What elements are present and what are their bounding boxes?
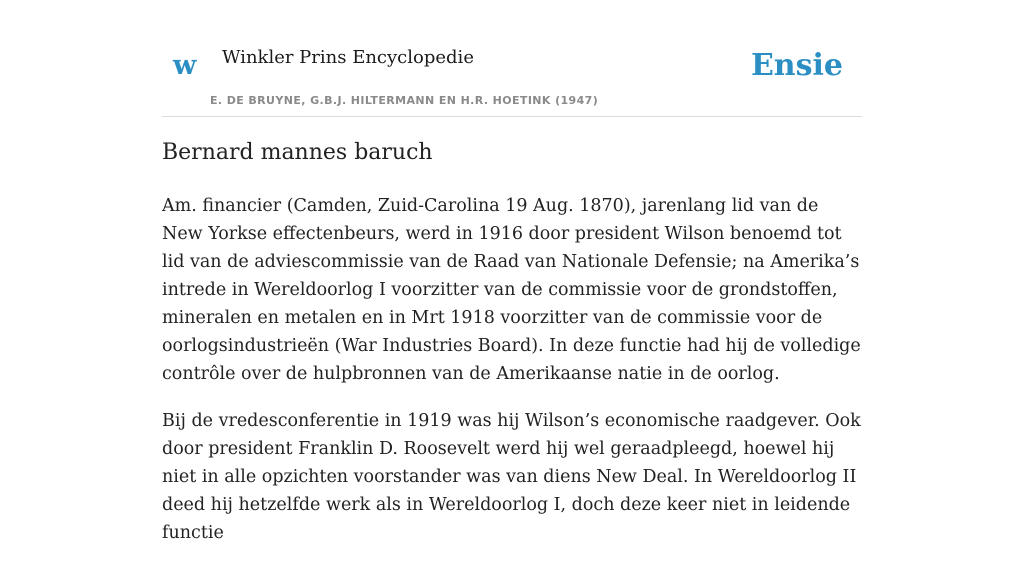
source-logo[interactable]: w bbox=[173, 50, 197, 81]
body-paragraph: Am. financier (Camden, Zuid-Carolina 19 Aug. 1870), jarenlang lid van de New Yorkse effectenbeurs, werd in 1916 door president Wilson benoemd tot lid van de adviescommissie van de Raad van Nationale Defensie; na Amerika’s intrede in Wereldoorlog I voorzitter van de commissie voor de grondstoffen, mineralen en metalen en in Mrt 1918 voorzitter van de commissie voor de oorlogsindustrieën (War Industries Board). In deze functie had hij de volledige contrôle over de hulpbronnen van de Amerikaanse natie in de oorlog. bbox=[162, 196, 861, 384]
ensie-logo-link[interactable]: Ensie bbox=[750, 48, 843, 83]
body-paragraph: Bij de vredesconferentie in 1919 was hij Wilson’s economische raadgever. Ook door president Franklin D. Roosevelt werd hij wel geraadpleegd, hoewel hij niet in alle opzichten voorstander was van diens New Deal. In Wereldoorlog II deed hij hetzelfde werk als in Wereldoorlog I, doch deze keer niet in leidende functie bbox=[162, 411, 861, 543]
entry-body bbox=[162, 192, 862, 566]
source-header bbox=[162, 40, 862, 117]
source-authors: E. DE BRUYNE, G.B.J. HILTERMANN EN H.R. HOETINK (1947) bbox=[210, 94, 599, 107]
source-title[interactable]: Winkler Prins Encyclopedie bbox=[222, 47, 474, 68]
entry-title: Bernard mannes baruch bbox=[162, 140, 433, 165]
